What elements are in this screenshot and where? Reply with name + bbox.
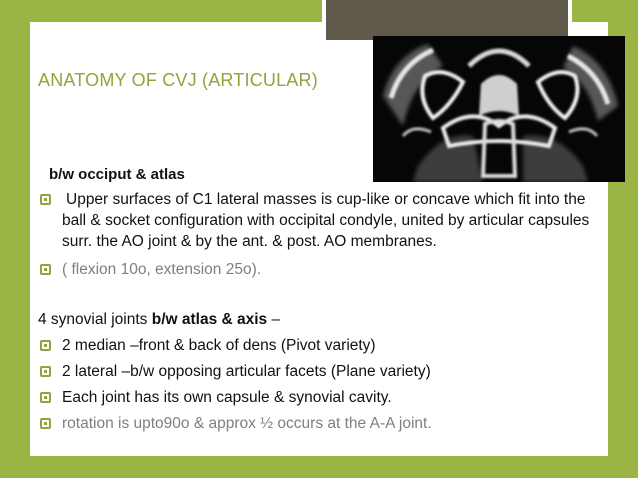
square-bullet-icon [40,392,51,403]
square-bullet-icon [40,194,51,205]
sub-heading-occiput-atlas: b/w occiput & atlas [49,166,185,183]
slide-title: ANATOMY OF CVJ (ARTICULAR) [38,70,318,90]
bullet-text: Upper surfaces of C1 lateral masses is cup-like or concave which fit into the ball & socket configuration with occipital condyle, united by articular capsules surr. the AO joint & by the ant. & post. AO membranes. [62,191,590,250]
bullet-item-capsule [40,387,600,408]
bullet-text: rotation is upto90o & approx ½ occurs at the A-A joint. [62,415,432,432]
square-bullet-icon [40,264,51,275]
bullet-item-flexion [40,259,600,280]
bullet-item-upper-surfaces [40,189,600,252]
bullet-item-median [40,335,600,356]
square-bullet-icon [40,418,51,429]
square-bullet-icon [40,366,51,377]
bullet-text: ( flexion 10o, extension 25o). [62,261,262,278]
cvj-xray-image [373,36,625,182]
synovial-suffix: – [267,311,281,328]
bullet-text: Each joint has its own capsule & synovial cavity. [62,389,392,406]
square-bullet-icon [40,340,51,351]
bullet-text: 2 lateral –b/w opposing articular facets (Plane variety) [62,363,431,380]
synovial-bold: b/w atlas & axis [151,311,268,328]
synovial-joints-heading [38,311,280,329]
bullet-item-rotation [40,413,600,434]
bullet-item-lateral [40,361,600,382]
bullet-text: 2 median –front & back of dens (Pivot variety) [62,337,376,354]
header-tab [322,0,572,40]
synovial-prefix: 4 synovial joints [38,311,152,328]
